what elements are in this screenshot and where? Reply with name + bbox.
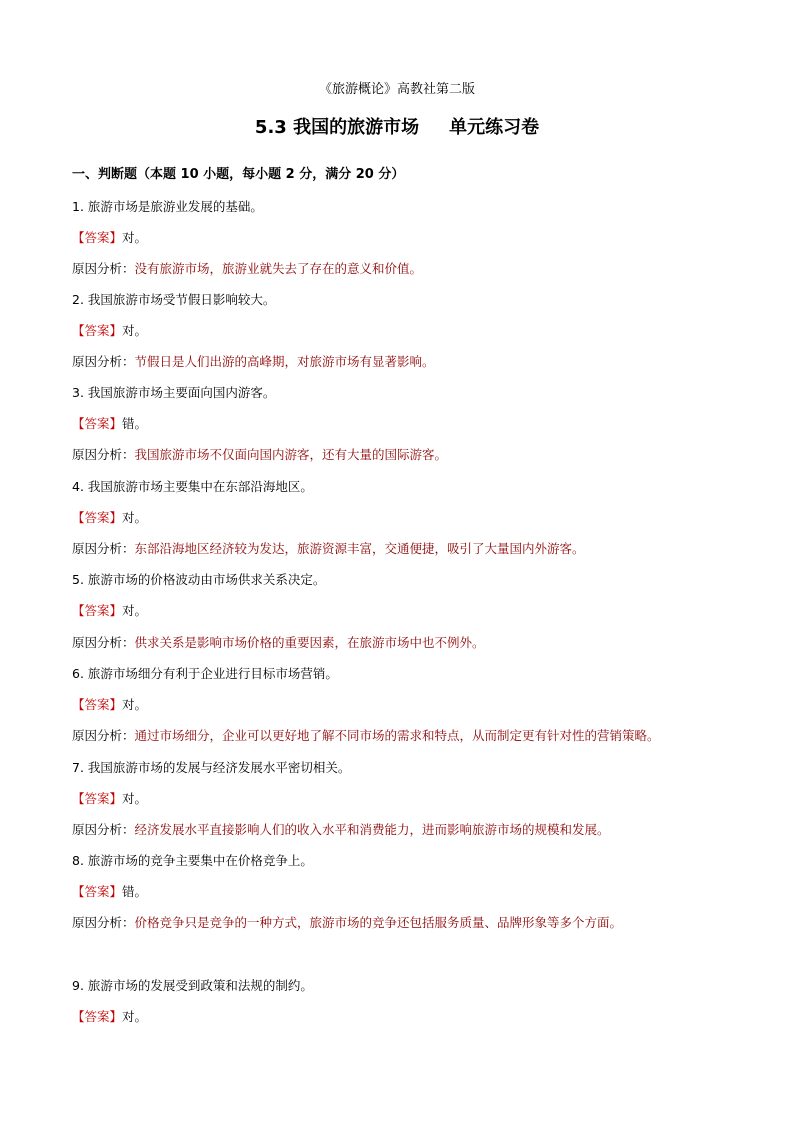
reason-prefix: 原因分析： [72, 635, 135, 650]
reason-line [72, 445, 447, 465]
reason-text: 供求关系是影响市场价格的重要因素，在旅游市场中也不例外。 [134, 635, 485, 650]
answer-value: 错。 [122, 416, 148, 431]
reason-prefix: 原因分析： [72, 261, 135, 276]
answer-value: 错。 [122, 884, 148, 899]
reason-prefix: 原因分析： [72, 447, 135, 462]
answer-tag: 【答案】 [72, 1009, 123, 1024]
reason-prefix: 原因分析： [72, 728, 135, 743]
answer-tag: 【答案】 [72, 603, 123, 618]
answer-tag: 【答案】 [72, 884, 123, 899]
answer-line [72, 1007, 147, 1027]
question-text: 7. 我国旅游市场的发展与经济发展水平密切相关。 [72, 760, 351, 775]
reason-line [72, 726, 660, 746]
answer-line [72, 228, 147, 248]
answer-tag: 【答案】 [72, 510, 123, 525]
document-subtitle: 《旅游概论》高教社第二版 [318, 82, 475, 97]
reason-text: 东部沿海地区经济较为发达，旅游资源丰富，交通便捷，吸引了大量国内外游客。 [134, 541, 585, 556]
reason-text: 节假日是人们出游的高峰期，对旅游市场有显著影响。 [134, 354, 435, 369]
answer-value: 对。 [122, 230, 148, 245]
reason-prefix: 原因分析： [72, 541, 135, 556]
question-text: 5. 旅游市场的价格波动由市场供求关系决定。 [72, 572, 326, 587]
reason-prefix: 原因分析： [72, 822, 135, 837]
answer-value: 对。 [122, 697, 148, 712]
answer-line [72, 601, 147, 621]
reason-line [72, 633, 485, 653]
answer-line [72, 882, 147, 902]
question-text: 4. 我国旅游市场主要集中在东部沿海地区。 [72, 479, 313, 494]
reason-text: 价格竞争只是竞争的一种方式，旅游市场的竞争还包括服务质量、品牌形象等多个方面。 [134, 915, 623, 930]
answer-value: 对。 [122, 603, 148, 618]
answer-value: 对。 [122, 791, 148, 806]
reason-text: 没有旅游市场，旅游业就失去了存在的意义和价值。 [134, 261, 423, 276]
answer-line [72, 695, 147, 715]
question-text: 1. 旅游市场是旅游业发展的基础。 [72, 199, 263, 214]
answer-line [72, 789, 147, 809]
question-text: 6. 旅游市场细分有利于企业进行目标市场营销。 [72, 666, 338, 681]
reason-line [72, 913, 622, 933]
document-title [0, 115, 794, 141]
question-text: 2. 我国旅游市场受节假日影响较大。 [72, 292, 276, 307]
reason-line [72, 352, 435, 372]
answer-line [72, 414, 147, 434]
title-main: 5.3 我国的旅游市场 [254, 117, 420, 138]
answer-value: 对。 [122, 510, 148, 525]
title-sub: 单元练习卷 [449, 117, 540, 138]
reason-prefix: 原因分析： [72, 915, 135, 930]
reason-text: 通过市场细分，企业可以更好地了解不同市场的需求和特点，从而制定更有针对性的营销策略。 [134, 728, 660, 743]
reason-line [72, 820, 610, 840]
answer-line [72, 321, 147, 341]
reason-prefix: 原因分析： [72, 354, 135, 369]
reason-line [72, 539, 585, 559]
answer-line [72, 508, 147, 528]
answer-tag: 【答案】 [72, 230, 123, 245]
reason-text: 经济发展水平直接影响人们的收入水平和消费能力，进而影响旅游市场的规模和发展。 [134, 822, 610, 837]
question-text: 3. 我国旅游市场主要面向国内游客。 [72, 385, 276, 400]
answer-tag: 【答案】 [72, 416, 123, 431]
answer-tag: 【答案】 [72, 323, 123, 338]
answer-tag: 【答案】 [72, 791, 123, 806]
question-text: 9. 旅游市场的发展受到政策和法规的制约。 [72, 978, 313, 993]
answer-value: 对。 [122, 323, 148, 338]
question-text: 8. 旅游市场的竞争主要集中在价格竞争上。 [72, 853, 313, 868]
answer-value: 对。 [122, 1009, 148, 1024]
reason-text: 我国旅游市场不仅面向国内游客，还有大量的国际游客。 [134, 447, 448, 462]
reason-line [72, 259, 422, 279]
answer-tag: 【答案】 [72, 697, 123, 712]
section-heading: 一、判断题（本题 10 小题，每小题 2 分，满分 20 分） [72, 167, 405, 182]
